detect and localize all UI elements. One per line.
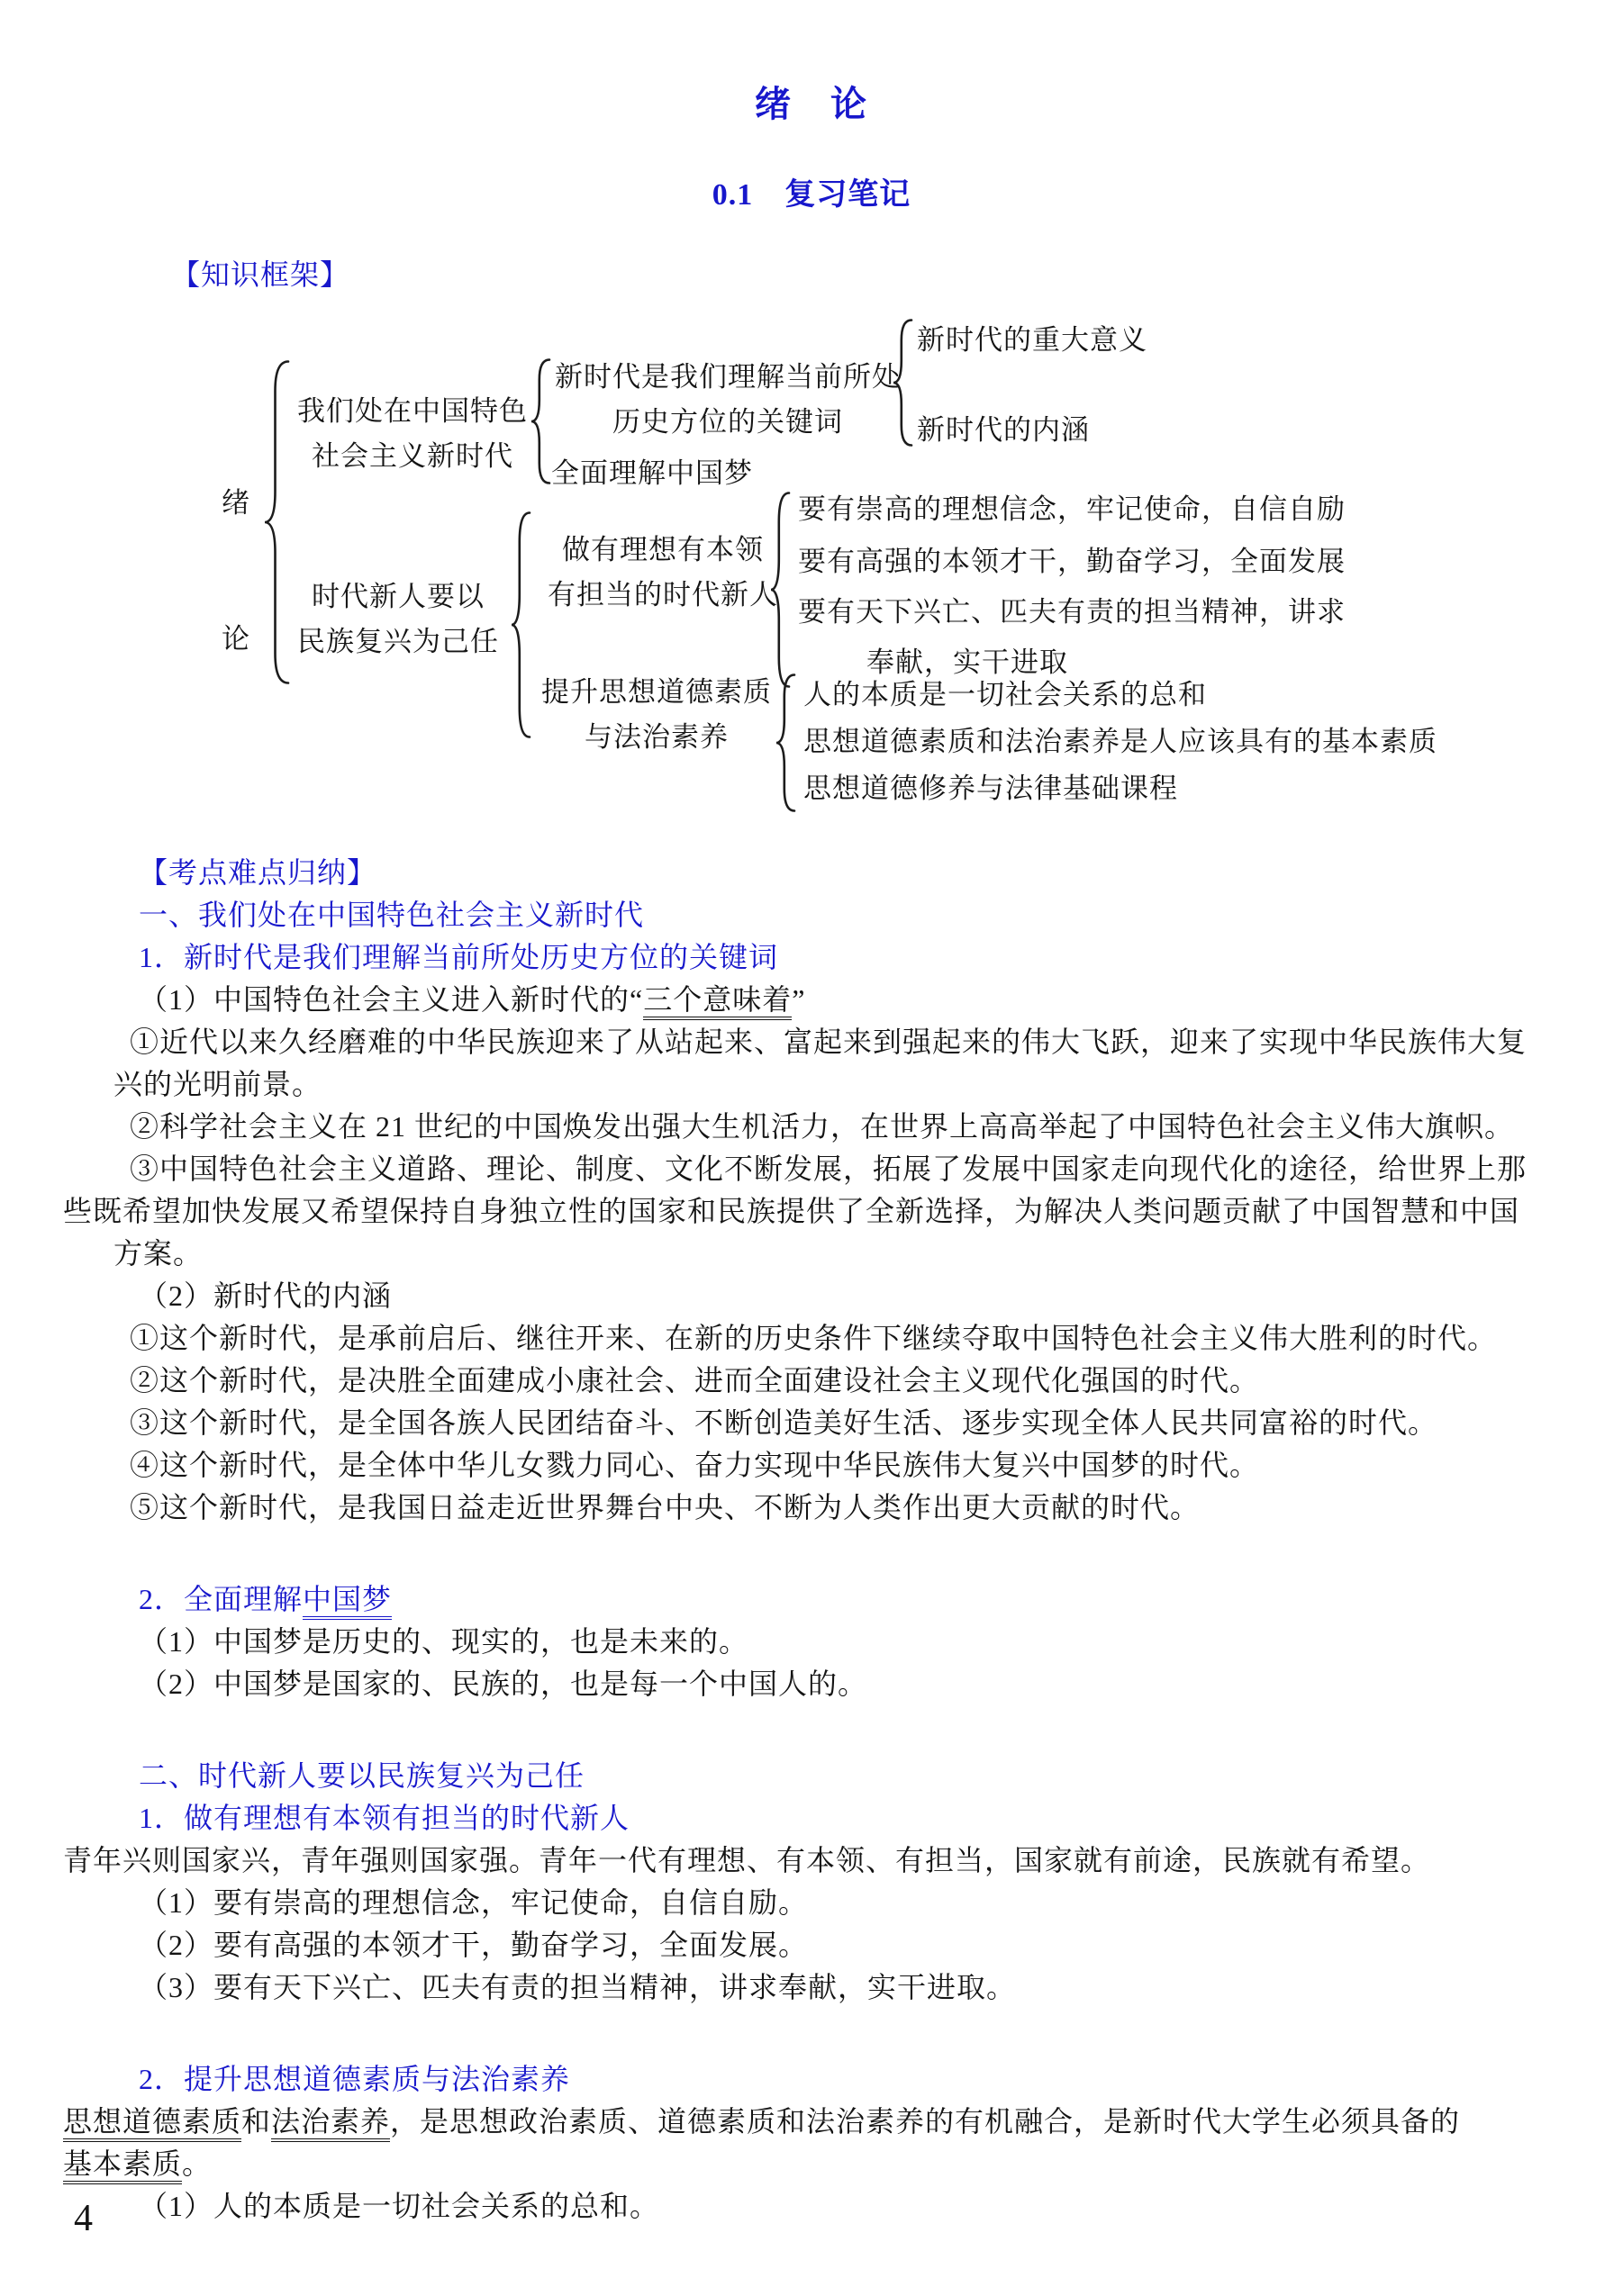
underlined-term: 思想道德素质 bbox=[63, 2105, 241, 2142]
diagram-node: 思想道德素质和法治素养是人应该具有的基本素质 bbox=[803, 726, 1437, 757]
topic-2-heading: 2．全面理解中国梦 bbox=[139, 1578, 1582, 1621]
diagram-node: 新时代的重大意义 bbox=[917, 324, 1147, 356]
note-line: （1）人的本质是一切社会关系的总和。 bbox=[139, 2190, 660, 2222]
diagram-node: 要有崇高的理想信念，牢记使命，自信自励 bbox=[798, 493, 1346, 525]
section-title: 0.1 复习笔记 bbox=[712, 178, 911, 212]
section-1-heading: 一、我们处在中国特色社会主义新时代 bbox=[139, 899, 645, 931]
note-line: （2）中国梦是国家的、民族的，也是每一个中国人的。 bbox=[139, 1668, 868, 1700]
group1-brace bbox=[530, 358, 551, 484]
note-line: ①近代以来久经磨难的中华民族迎来了从站起来、富起来到强起来的伟大飞跃，迎来了实现中华民族伟大复 bbox=[130, 1026, 1528, 1058]
note-line: （1）要有崇高的理想信念，牢记使命，自信自励。 bbox=[139, 1886, 809, 1919]
diagram-node: 要有高强的本领才干，勤奋学习，全面发展 bbox=[798, 546, 1346, 577]
section-2-heading: 二、时代新人要以民族复兴为己任 bbox=[139, 1759, 585, 1792]
diagram-node: 新时代是我们理解当前所处 历史方位的关键词 bbox=[555, 361, 901, 438]
diagram-node: 要有天下兴亡、匹夫有责的担当精神，讲求 bbox=[798, 596, 1346, 628]
note-line: （2）要有高强的本领才干，勤奋学习，全面发展。 bbox=[139, 1929, 809, 1961]
moral-brace bbox=[775, 673, 796, 812]
note-line: ②科学社会主义在 21 世纪的中国焕发出强大生机活力，在世界上高高举起了中国特色社会主义伟大旗帜。 bbox=[130, 1110, 1515, 1143]
diagram-node: 全面理解中国梦 bbox=[551, 457, 753, 489]
note-line: ⑤这个新时代，是我国日益走近世界舞台中央、不断为人类作出更大贡献的时代。 bbox=[130, 1491, 1201, 1523]
topic-1b-heading: 1．做有理想有本领有担当的时代新人 bbox=[139, 1802, 630, 1834]
topic-2b-heading: 2．提升思想道德素质与法治素养 bbox=[139, 2063, 571, 2095]
diagram-node: 新时代的内涵 bbox=[917, 414, 1090, 446]
underlined-term: 三个意味着 bbox=[643, 983, 792, 1020]
page-title: 绪 论 bbox=[755, 84, 868, 124]
knowledge-framework-diagram bbox=[0, 0, 1623, 855]
note-line: 兴的光明前景。 bbox=[113, 1068, 322, 1100]
note-line: 方案。 bbox=[113, 1237, 204, 1270]
note-line: （1）中国特色社会主义进入新时代的“三个意味着” bbox=[139, 979, 1582, 1021]
note-line: ④这个新时代，是全体中华儿女戮力同心、奋力实现中华民族伟大复兴中国梦的时代。 bbox=[130, 1449, 1260, 1481]
note-line: （3）要有天下兴亡、匹夫有责的担当精神，讲求奉献，实干进取。 bbox=[139, 1971, 1017, 2003]
diagram-node: 奉献，实干进取 bbox=[866, 646, 1068, 678]
diagram-node: 我们处在中国特色 社会主义新时代 bbox=[297, 395, 528, 472]
diagram-node: 人的本质是一切社会关系的总和 bbox=[803, 679, 1207, 710]
note-line: 基本素质。 bbox=[63, 2143, 1582, 2185]
diagram-node: 时代新人要以 民族复兴为己任 bbox=[297, 581, 499, 657]
note-line: 思想道德素质和法治素养，是思想政治素质、道德素质和法治素养的有机融合，是新时代大学生必须具备的 bbox=[63, 2101, 1582, 2143]
note-line: （1）中国梦是历史的、现实的，也是未来的。 bbox=[139, 1625, 749, 1658]
note-line: ①这个新时代，是承前启后、继往开来、在新的历史条件下继续夺取中国特色社会主义伟大胜利的时代。 bbox=[130, 1322, 1498, 1354]
page-number: 4 bbox=[74, 2198, 93, 2239]
diagram-node: 思想道德修养与法律基础课程 bbox=[803, 773, 1178, 804]
underlined-term: 法治素养 bbox=[271, 2105, 390, 2142]
note-line: 些既希望加快发展又希望保持自身独立性的国家和民族提供了全新选择，为解决人类问题贡献了中国智慧和中国 bbox=[63, 1195, 1520, 1227]
note-line: ③中国特色社会主义道路、理论、制度、文化不断发展，拓展了发展中国家走向现代化的途径，给世界上那 bbox=[130, 1153, 1528, 1185]
diagram-root-char: 绪 bbox=[222, 487, 250, 519]
notes-body bbox=[59, 852, 1582, 2228]
topic-1-heading: 1．新时代是我们理解当前所处历史方位的关键词 bbox=[139, 941, 779, 973]
note-line: 青年兴则国家兴，青年强则国家强。青年一代有理想、有本领、有担当，国家就有前途，民族就有希望。 bbox=[63, 1844, 1431, 1876]
diagram-node: 提升思想道德素质 与法治素养 bbox=[541, 676, 772, 753]
new-youth-brace bbox=[769, 492, 791, 688]
underlined-term: 中国梦 bbox=[303, 1583, 392, 1620]
group2-brace bbox=[510, 511, 531, 738]
underlined-term: 基本素质 bbox=[63, 2147, 182, 2184]
diagram-node: 做有理想有本领 有担当的时代新人 bbox=[548, 534, 778, 610]
notes-heading: 【考点难点归纳】 bbox=[139, 856, 377, 889]
framework-heading: 【知识框架】 bbox=[171, 258, 350, 291]
diagram-root-char: 论 bbox=[222, 623, 250, 655]
note-line: ③这个新时代，是全国各族人民团结奋斗、不断创造美好生活、逐步实现全体人民共同富裕的时代。 bbox=[130, 1406, 1438, 1439]
note-line: （2）新时代的内涵 bbox=[139, 1279, 393, 1312]
keyword-brace bbox=[892, 319, 913, 447]
note-line: ②这个新时代，是决胜全面建成小康社会、进而全面建设社会主义现代化强国的时代。 bbox=[130, 1364, 1260, 1397]
